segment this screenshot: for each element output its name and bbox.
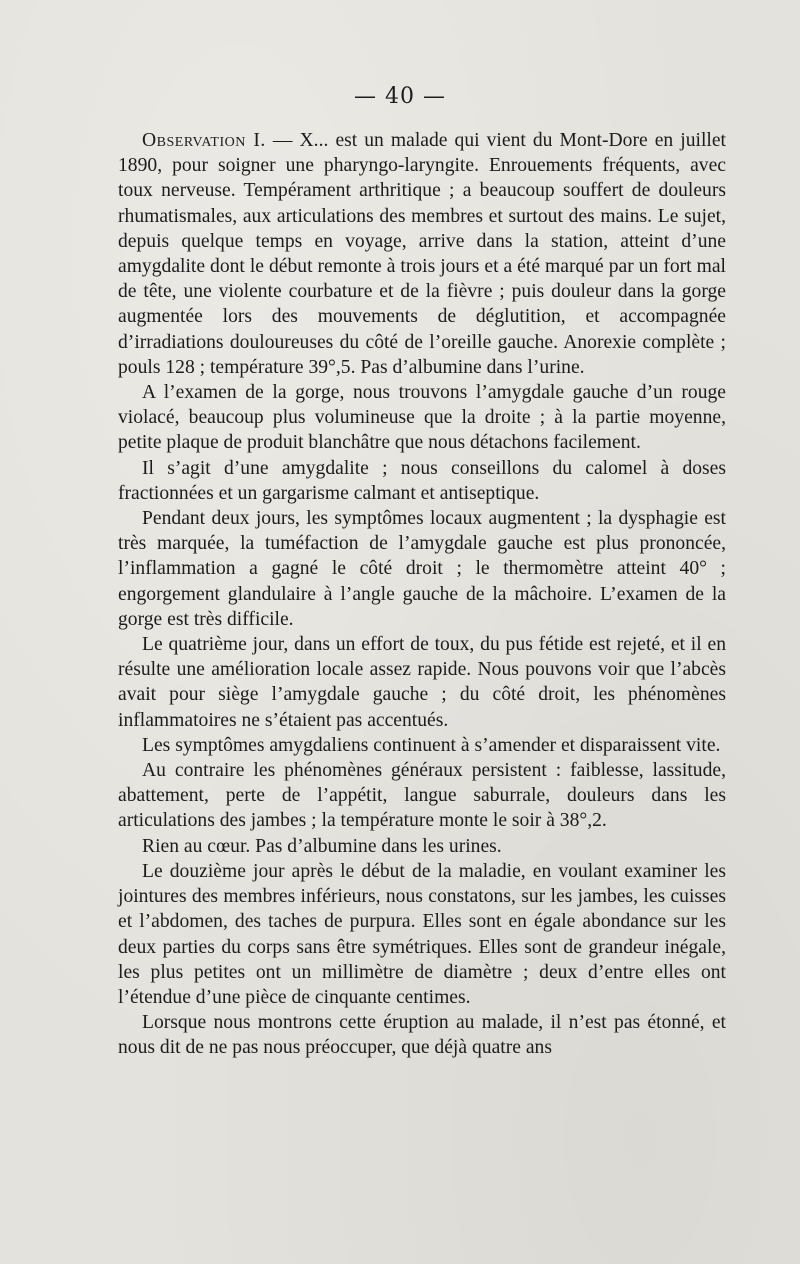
- page-number: — 40 —: [354, 84, 446, 109]
- paragraph: A l’examen de la gorge, nous trouvons l’amygdale gauche d’un rouge violacé, beaucoup plus volumineuse que la droite ; à la partie moyenne, petite plaque de produit blanchâtre que nous détachons facilement.: [118, 382, 726, 454]
- observation-label: Observation I.: [142, 130, 266, 151]
- paragraph: Il s’agit d’une amygdalite ; nous conseillons du calomel à doses fractionnées et un gargarisme calmant et antiseptique.: [118, 457, 726, 504]
- paragraph: Le quatrième jour, dans un effort de toux, du pus fétide est rejeté, et il en résulte une amélioration locale assez rapide. Nous pouvons voir que l’abcès avait pour siège l’amygdale gauche ; du côté droit, les phénomènes inflammatoires ne s’étaient pas accentués.: [118, 634, 726, 731]
- paragraph: Le douzième jour après le début de la maladie, en voulant examiner les jointures des membres inférieurs, nous constatons, sur les jambes, les cuisses et l’abdomen, des taches de purpura. Elles sont en égale abondance sur les deux parties du corps sans être symétriques. Elles sont de grandeur inégale, les plus petites ont un millimètre de diamètre ; deux d’entre elles ont l’étendue d’une pièce de cinquante centimes.: [118, 860, 726, 1008]
- paragraph: Les symptômes amygdaliens continuent à s’amender et disparaissent vite.: [142, 734, 721, 756]
- observation-lead: — X... est un malade qui vient du Mont-Dore en juillet 1890, pour soigner une pharyngo-laryngite. Enrouements fréquents, avec toux nerveuse. Tempérament arthritique ; a beaucoup souffert de douleurs rhumatismales, aux articulations des membres et surtout des mains. Le sujet, depuis quelque temps en voyage, arrive dans la station, atteint d’une amygdalite dont le début remonte à trois jours et a été marqué par un fort mal de tête, une violente courbature et de la fièvre ; puis douleur dans la gorge augmentée lors des mouvements de déglutition, et accompagnée d’irradiations douloureuses du côté de l’oreille gauche. Anorexie complète ; pouls 128 ; température 39°,5. Pas d’albumine dans l’urine.: [118, 130, 726, 378]
- paragraph: Lorsque nous montrons cette éruption au malade, il n’est pas étonné, et nous dit de ne pas nous préoccuper, que déjà quatre ans: [118, 1012, 726, 1059]
- paragraph: Au contraire les phénomènes généraux persistent : faiblesse, lassitude, abattement, perte de l’appétit, langue saburrale, douleurs dans les articulations des jambes ; la température monte le soir à 38°,2.: [118, 760, 726, 832]
- paragraph: Pendant deux jours, les symptômes locaux augmentent ; la dysphagie est très marquée, la tuméfaction de l’amygdale gauche est plus prononcée, l’inflammation a gagné le côté droit ; le thermomètre atteint 40° ; engorgement glandulaire à l’angle gauche de la mâchoire. L’examen de la gorge est très difficile.: [118, 508, 726, 630]
- paragraph: Rien au cœur. Pas d’albumine dans les urines.: [142, 835, 502, 857]
- body-text: [118, 128, 726, 1061]
- observation-paragraph: [118, 128, 726, 380]
